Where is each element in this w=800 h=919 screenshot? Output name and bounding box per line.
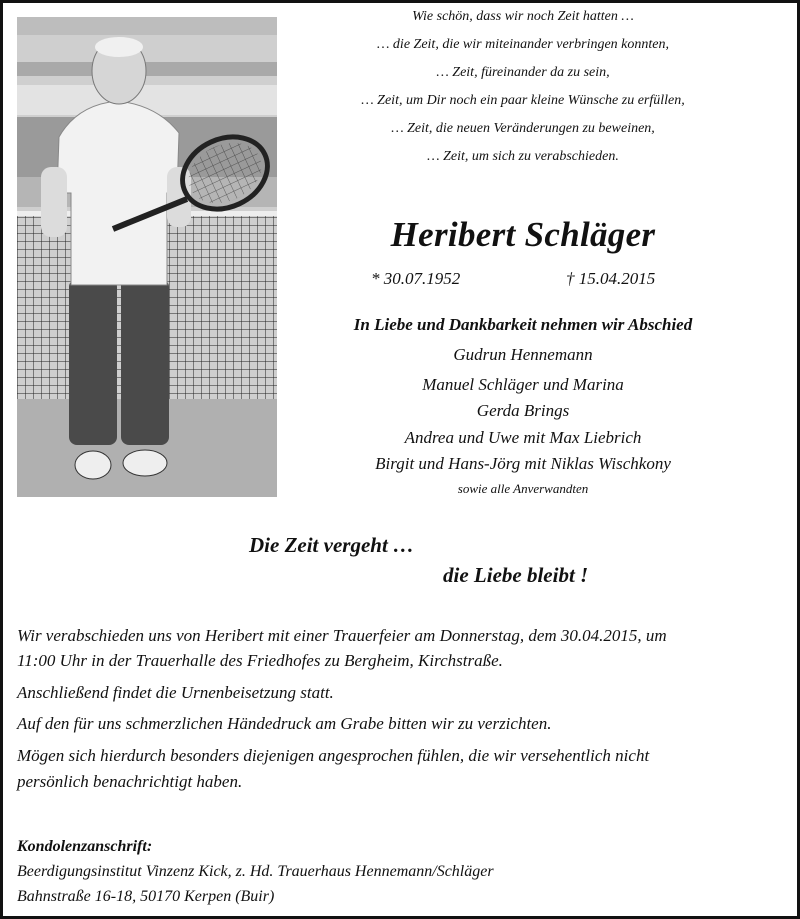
condolence-address-label: Kondolenzanschrift: [17, 838, 153, 855]
poem-line: … Zeit, füreinander da zu sein, [436, 65, 610, 80]
apology-line-1: Mögen sich hierdurch besonders diejenigen angesprochen fühlen, die wir versehentlich nicht [17, 746, 650, 765]
condolence-request-line: Auf den für uns schmerzlichen Händedruck am Grabe bitten wir zu verzichten. [17, 714, 552, 733]
mourner-name: Manuel Schläger und Marina [422, 375, 624, 394]
mourner-name: Andrea und Uwe mit Max Liebrich [404, 428, 642, 447]
relatives-line: sowie alle Anverwandten [457, 481, 589, 496]
quote-line-1: Die Zeit vergeht … [249, 533, 415, 557]
ceremony-line-2: 11:00 Uhr in der Trauerhalle des Friedhofes zu Bergheim, Kirchstraße. [17, 651, 503, 670]
poem-line: … die Zeit, die wir miteinander verbringen konnten, [376, 37, 669, 52]
poem-line: Wie schön, dass wir noch Zeit hatten … [412, 9, 634, 24]
ceremony-line-1: Wir verabschieden uns von Heribert mit einer Trauerfeier am Donnerstag, dem 30.04.2015, um [17, 626, 667, 645]
quote-line-2: die Liebe bleibt ! [443, 563, 589, 587]
poem-line: … Zeit, um Dir noch ein paar kleine Wünsche zu erfüllen, [361, 93, 685, 108]
mourner-name: Birgit und Hans-Jörg mit Niklas Wischkony [375, 454, 671, 473]
deceased-name: Heribert Schläger [390, 215, 656, 254]
condolence-address-line-2: Bahnstraße 16-18, 50170 Kerpen (Buir) [17, 888, 275, 905]
portrait-photo [17, 17, 277, 497]
death-date: † 15.04.2015 [566, 269, 656, 288]
poem-line: … Zeit, um sich zu verabschieden. [427, 149, 619, 164]
birth-date: * 30.07.1952 [371, 269, 461, 288]
poem-line: … Zeit, die neuen Veränderungen zu beweinen, [391, 121, 655, 136]
condolence-address-line-1: Beerdigungsinstitut Vinzenz Kick, z. Hd. Trauerhaus Hennemann/Schläger [17, 863, 494, 880]
burial-line: Anschließend findet die Urnenbeisetzung statt. [17, 683, 334, 702]
apology-line-2: persönlich benachrichtigt haben. [17, 772, 243, 791]
mourner-name: Gudrun Hennemann [453, 345, 593, 364]
mourner-name: Gerda Brings [476, 401, 570, 420]
farewell-line: In Liebe und Dankbarkeit nehmen wir Abschied [353, 315, 693, 334]
